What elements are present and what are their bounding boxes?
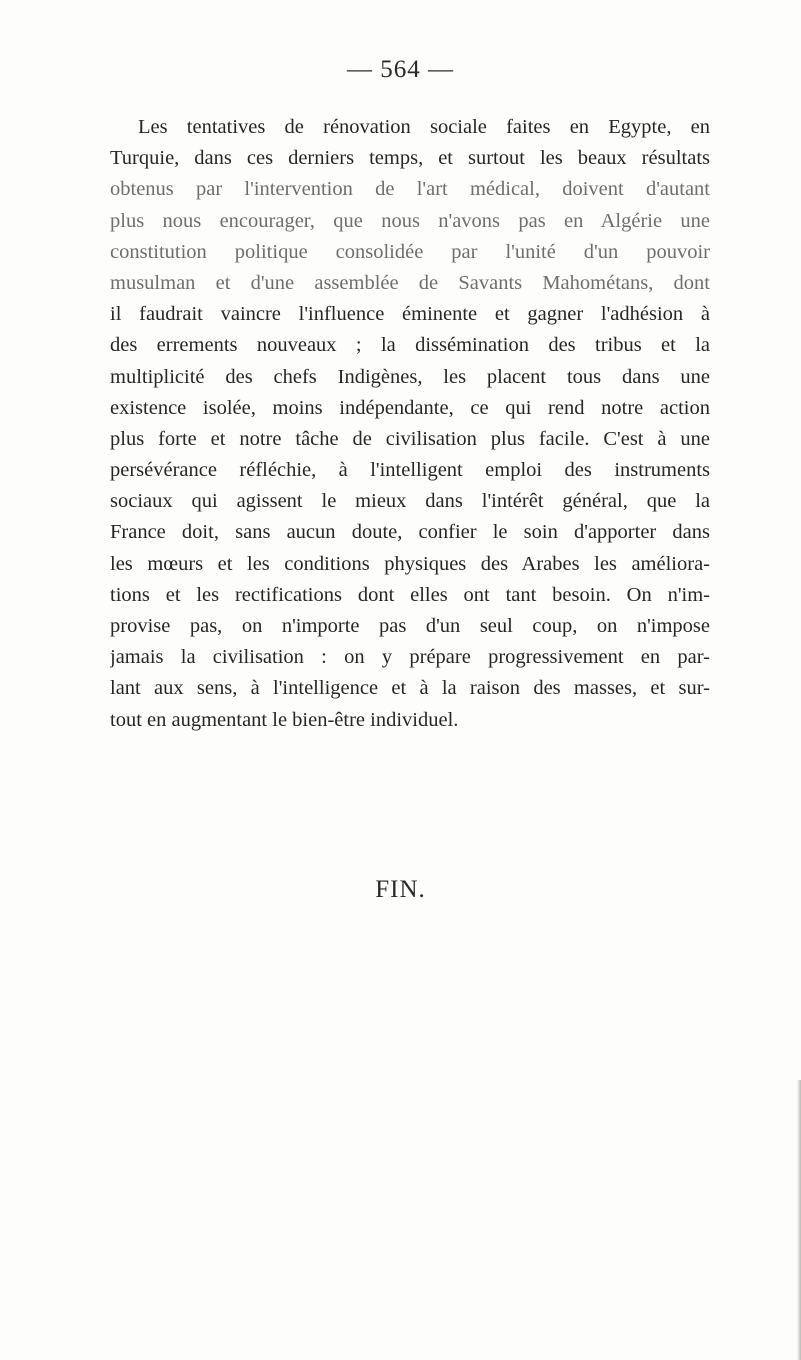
page-number: — 564 — (347, 56, 454, 83)
text-line: lant aux sens, à l'intelligence et à la raison des masses, et sur- (110, 677, 710, 700)
text-line: persévérance réfléchie, à l'intelligent emploi des instruments (110, 459, 710, 482)
text-line: il faudrait vaincre l'influence éminente et gagner l'adhésion à (110, 303, 710, 326)
text-line: multiplicité des chefs Indigènes, les placent tous dans une (110, 365, 710, 388)
text-line: sociaux qui agissent le mieux dans l'intérêt général, que la (110, 490, 710, 513)
text-line: tout en augmentant le bien-être individuel. (110, 708, 459, 731)
text-line: constitution politique consolidée par l'unité d'un pouvoir (110, 240, 710, 263)
end-mark: FIN. (375, 876, 426, 903)
text-line: France doit, sans aucun doute, confier le soin d'apporter dans (110, 521, 710, 544)
text-line: musulman et d'une assemblée de Savants Mahométans, dont (110, 271, 710, 294)
body-paragraph (110, 112, 710, 736)
text-line: plus nous encourager, que nous n'avons pas en Algérie une (110, 209, 710, 232)
text-line: Les tentatives de rénovation sociale faites en Egypte, en (138, 116, 710, 138)
text-line: les mœurs et les conditions physiques des Arabes les améliora- (110, 552, 710, 575)
text-line: provise pas, on n'importe pas d'un seul coup, on n'impose (110, 615, 710, 637)
text-line: existence isolée, moins indépendante, ce qui rend notre action (110, 396, 710, 419)
text-line: jamais la civilisation : on y prépare progressivement en par- (110, 646, 710, 669)
text-line: tions et les rectifications dont elles ont tant besoin. On n'im- (110, 583, 710, 606)
text-line: plus forte et notre tâche de civilisation plus facile. C'est à une (110, 427, 710, 450)
text-line: obtenus par l'intervention de l'art médical, doivent d'autant (110, 178, 710, 201)
text-line: Turquie, dans ces derniers temps, et surtout les beaux résultats (110, 147, 710, 170)
page-edge-shadow (797, 1080, 801, 1360)
text-line: des errements nouveaux ; la dissémination des tribus et la (110, 334, 710, 357)
